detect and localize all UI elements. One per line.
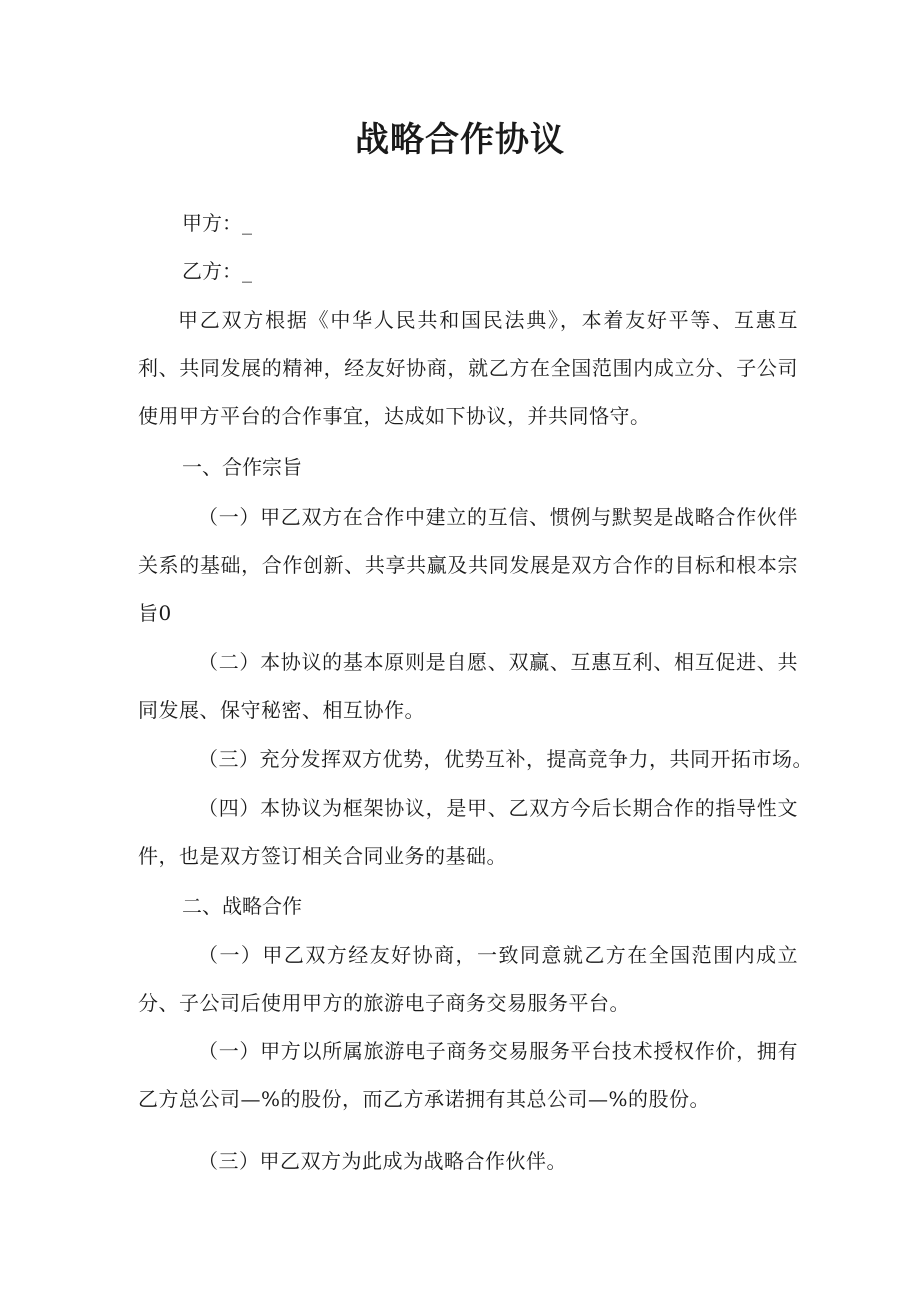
intro-paragraph: 甲乙双方根据《中华人民共和国民法典》，本着友好平等、互惠互利、共同发展的精神，经友好协商，就乙方在全国范围内成立分、子公司使用甲方平台的合作事宜，达成如下协议，并共同恪守。 — [138, 308, 798, 428]
section-1-item-1: （一）甲乙双方在合作中建立的互信、惯例与默契是战略合作伙伴关系的基础，合作创新、共享共赢及共同发展是双方合作的目标和根本宗旨0 — [138, 505, 798, 625]
section-2-item-1: （一）甲乙双方经友好协商，一致同意就乙方在全国范围内成立分、子公司后使用甲方的旅游电子商务交易服务平台。 — [138, 943, 798, 1015]
section-1-item-2: （二）本协议的基本原则是自愿、双赢、互惠互利、相互促进、共同发展、保守秘密、相互协作。 — [138, 650, 798, 722]
section-1-heading: 一、合作宗旨 — [182, 455, 302, 479]
section-1-item-3: （三）充分发挥双方优势，优势互补，提高竞争力，共同开拓市场。 — [198, 747, 813, 771]
section-2-item-3: （三）甲乙双方为此成为战略合作伙伴。 — [198, 1149, 567, 1173]
section-1-item-4: （四）本协议为框架协议，是甲、乙双方今后长期合作的指导性文件，也是双方签订相关合同业务的基础。 — [138, 796, 798, 868]
section-2-item-2: （一）甲方以所属旅游电子商务交易服务平台技术授权作价，拥有乙方总公司—%的股份，而乙方承诺拥有其总公司—%的股份。 — [138, 1039, 798, 1111]
section-2-heading: 二、战略合作 — [182, 894, 302, 918]
party-a-line: 甲方：_ — [182, 211, 252, 235]
party-b-line: 乙方：_ — [182, 259, 252, 283]
document-title: 战略合作协议 — [355, 120, 565, 160]
